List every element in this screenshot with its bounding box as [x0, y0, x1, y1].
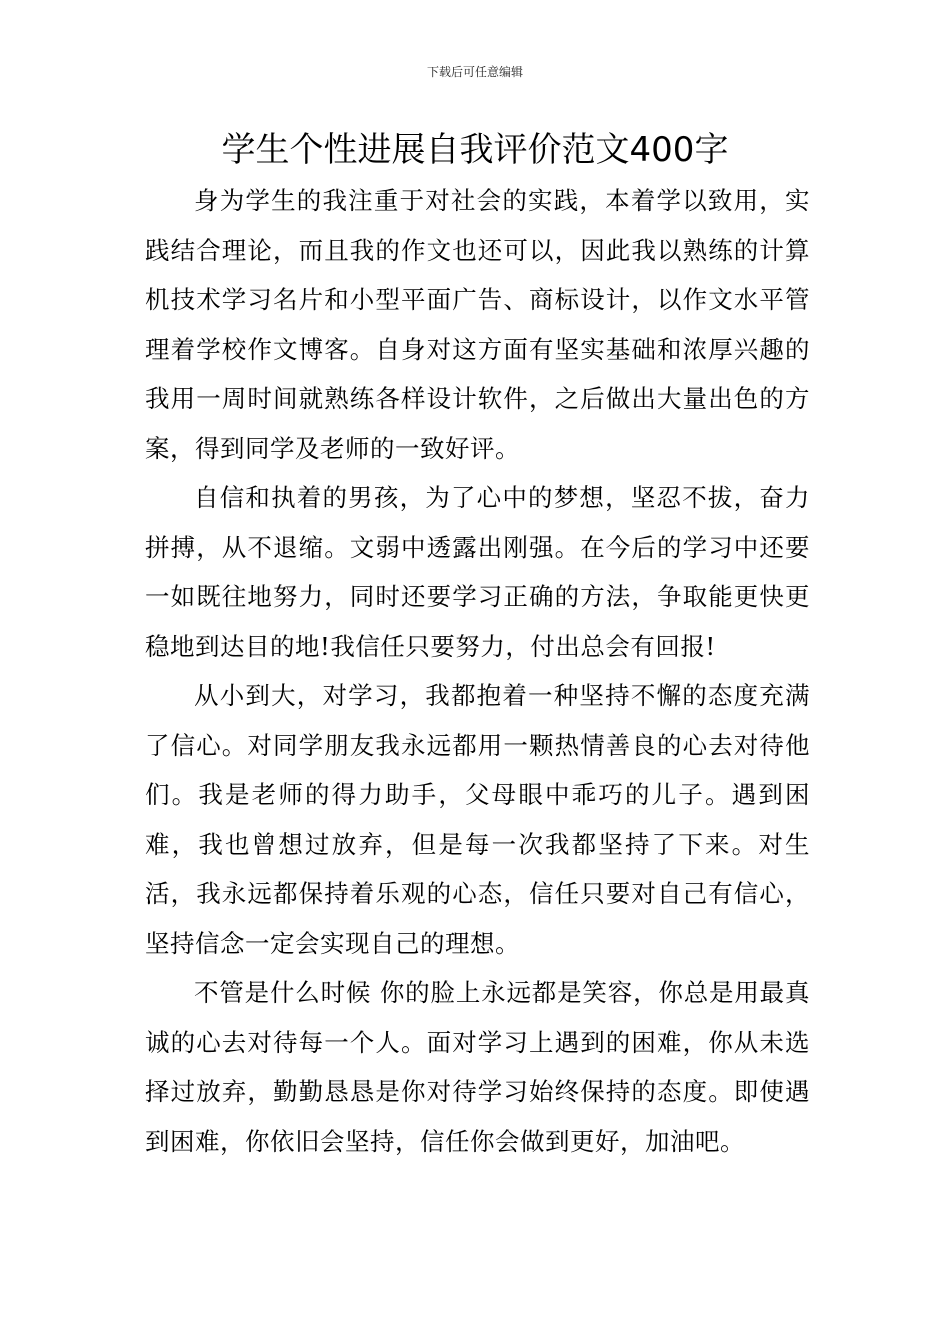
document-title: 学生个性进展自我评价范文400字 [221, 130, 729, 170]
paragraph-4: 不管是什么时候 你的脸上永远都是笑容，你总是用最真诚的心去对待每一个人。面对学习上遇到的困难，你从未选择过放弃，勤勤恳恳是你对待学习始终保持的态度。即使遇到困难，你依旧会坚持，信任你会做到更好，加油吧。 [145, 978, 810, 1156]
paragraph-2: 自信和执着的男孩，为了心中的梦想，坚忍不拔，奋力拼搏，从不退缩。文弱中透露出刚强。在今后的学习中还要一如既往地努力，同时还要学习正确的方法，争取能更快更稳地到达目的地!我信任只要努力，付出总会有回报! [145, 483, 810, 661]
paragraph-3: 从小到大，对学习，我都抱着一种坚持不懈的态度充满了信心。对同学朋友我永远都用一颗热情善良的心去对待他们。我是老师的得力助手，父母眼中乖巧的儿子。遇到困难，我也曾想过放弃，但是每一次我都坚持了下来。对生活，我永远都保持着乐观的心态，信任只要对自己有信心，坚持信念一定会实现自己的理想。 [145, 681, 810, 958]
header-note: 下载后可任意编辑 [426, 65, 523, 79]
document-body [145, 176, 810, 1166]
paragraph-1: 身为学生的我注重于对社会的实践，本着学以致用，实践结合理论，而且我的作文也还可以，因此我以熟练的计算机技术学习名片和小型平面广告、商标设计，以作文水平管理着学校作文博客。自身对这方面有坚实基础和浓厚兴趣的我用一周时间就熟练各样设计软件，之后做出大量出色的方案，得到同学及老师的一致好评。 [145, 186, 810, 463]
